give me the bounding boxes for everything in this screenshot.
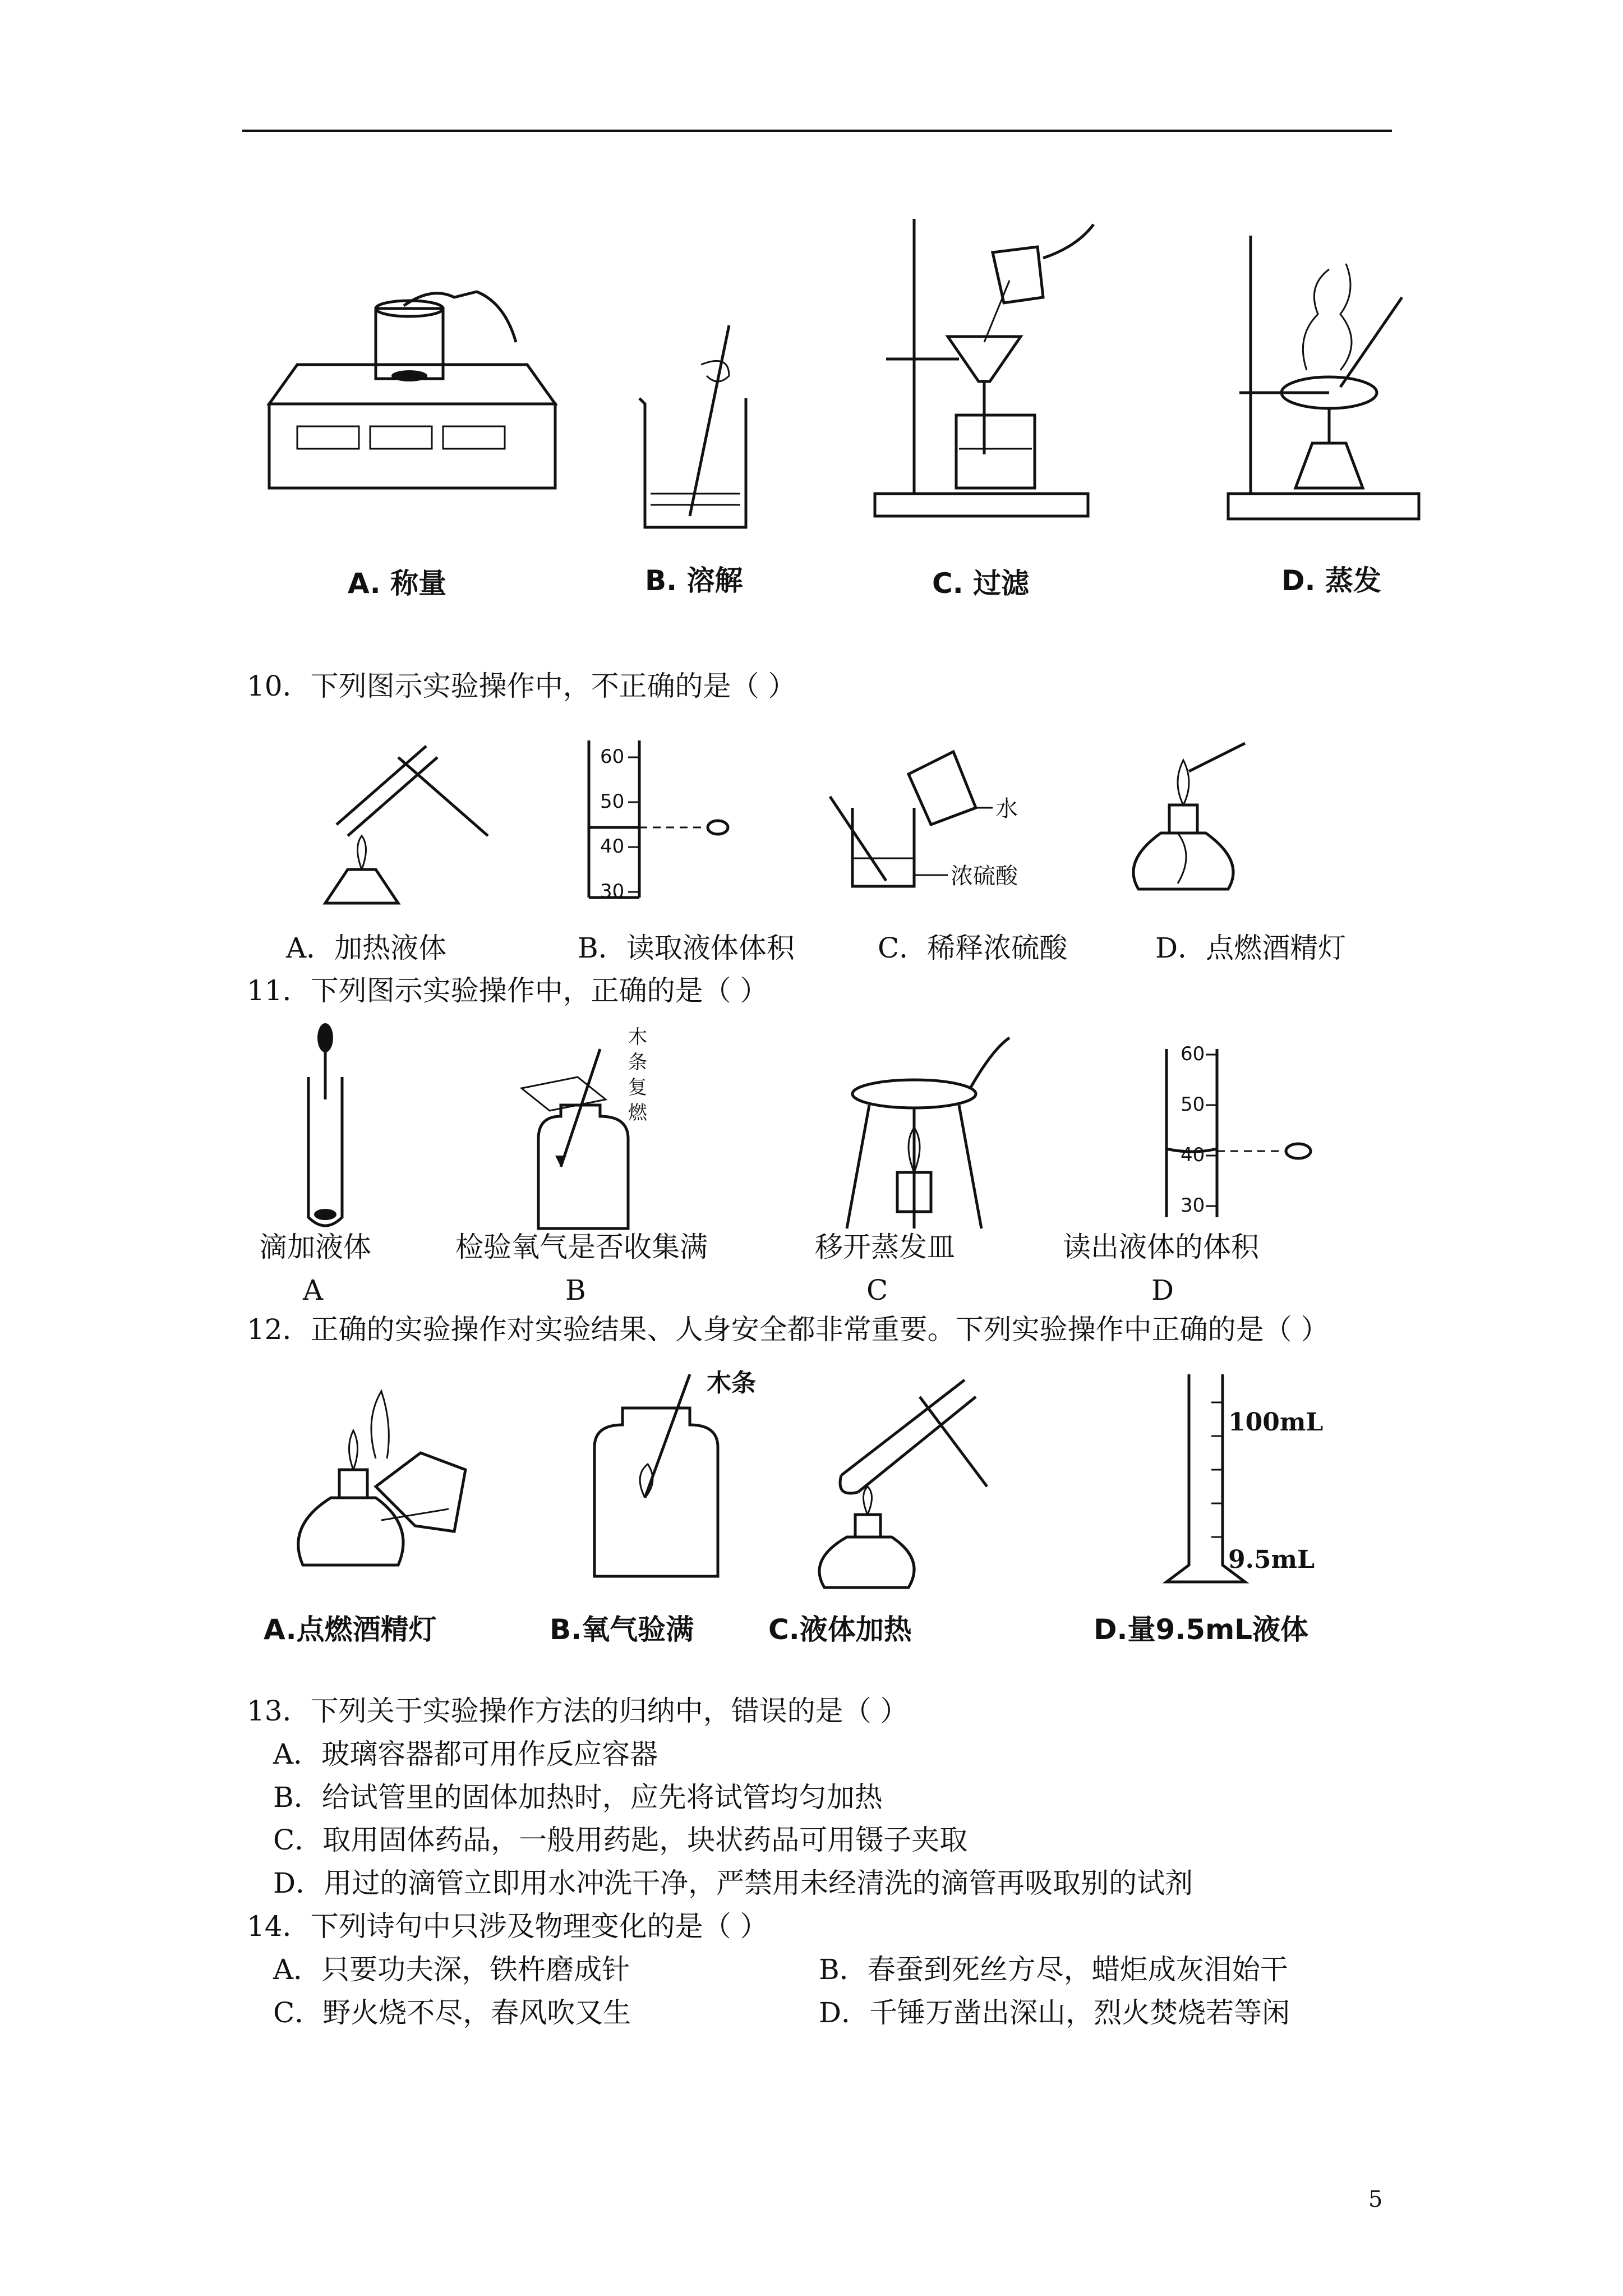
- q14-option-c: C．野火烧不尽，春风吹又生: [273, 1996, 631, 2029]
- q12-figure-d: [1155, 1369, 1340, 1593]
- q11-letter-c: C: [866, 1274, 888, 1306]
- q11-figure-b: [516, 1027, 662, 1234]
- q10-stem: 10．下列图示实验操作中，不正确的是（ ）: [247, 670, 796, 702]
- q12-caption-d: D.量9.5mL液体: [1094, 1613, 1309, 1646]
- q11-tick-30: 30: [1181, 1194, 1205, 1217]
- header-rule: [242, 130, 1392, 132]
- q11-stem: 11．下列图示实验操作中，正确的是（ ）: [247, 974, 768, 1007]
- q10-figure-a: [314, 735, 499, 920]
- q10-tick-50: 50: [600, 790, 625, 813]
- q12-label-100ml: 100mL: [1228, 1408, 1324, 1437]
- figure-filtering: [864, 213, 1099, 527]
- q12-label-wood: 木条: [707, 1369, 756, 1397]
- q10-option-d: D．点燃酒精灯: [1155, 932, 1347, 964]
- q10-option-c: C．稀释浓硫酸: [878, 932, 1068, 964]
- q11-letter-d: D: [1151, 1274, 1174, 1306]
- q11-wood-1: 木: [628, 1026, 647, 1048]
- q12-figure-c: [796, 1374, 998, 1593]
- q10-tick-40: 40: [600, 835, 625, 858]
- q12-stem: 12．正确的实验操作对实验结果、人身安全都非常重要。下列实验操作中正确的是（ ）: [247, 1313, 1329, 1346]
- figure-evaporating: [1217, 230, 1430, 533]
- q11-caption-d: 读出液体的体积: [1063, 1231, 1259, 1263]
- q11-figure-d: [1144, 1043, 1335, 1228]
- q10-figure-d: [1110, 732, 1256, 912]
- q10-figure-c: [819, 746, 1043, 903]
- q13-option-b: B．给试管里的固体加热时，应先将试管均匀加热: [273, 1781, 883, 1814]
- q14-stem: 14．下列诗句中只涉及物理变化的是（ ）: [247, 1910, 768, 1943]
- q11-letter-b: B: [565, 1274, 586, 1306]
- q14-option-a: A．只要功夫深，铁杵磨成针: [273, 1953, 630, 1986]
- q12-caption-c: C.液体加热: [768, 1613, 912, 1646]
- q10-label-acid: 浓硫酸: [951, 863, 1018, 889]
- q13-option-c: C．取用固体药品，一般用药匙，块状药品可用镊子夹取: [273, 1824, 968, 1856]
- q10-figure-b: [566, 735, 735, 909]
- q11-caption-c: 移开蒸发皿: [815, 1231, 955, 1263]
- q11-wood-3: 复: [628, 1076, 647, 1099]
- q12-figure-b: [583, 1369, 763, 1582]
- q11-caption-a: 滴加液体: [259, 1231, 371, 1263]
- q12-caption-b: B.氧气验满: [550, 1613, 694, 1646]
- q12-label-9-5ml: 9.5mL: [1228, 1545, 1315, 1574]
- q11-tick-40: 40: [1181, 1144, 1205, 1166]
- q14-option-b: B．春蚕到死丝方尽，蜡炬成灰泪始干: [819, 1953, 1288, 1986]
- figure-dissolving: [634, 314, 768, 539]
- q14-option-d: D．千锤万凿出深山，烈火焚烧若等闲: [819, 1996, 1290, 2029]
- q10-tick-60: 60: [600, 746, 625, 768]
- q11-tick-50: 50: [1181, 1093, 1205, 1116]
- row0-caption-c: C. 过滤: [932, 567, 1030, 600]
- q13-stem: 13．下列关于实验操作方法的归纳中，错误的是（ ）: [247, 1695, 909, 1727]
- figure-weighing: [264, 292, 555, 539]
- page-number: 5: [1368, 2187, 1383, 2212]
- q10-option-b: B．读取液体体积: [578, 932, 795, 964]
- q10-option-a: A．加热液体: [286, 932, 447, 964]
- q11-figure-a: [297, 1021, 365, 1234]
- q12-figure-a: [286, 1386, 488, 1588]
- q10-label-water: 水: [995, 796, 1018, 822]
- q10-tick-30: 30: [600, 880, 625, 903]
- row0-caption-d: D. 蒸发: [1281, 564, 1381, 597]
- row0-caption-a: A. 称量: [348, 567, 447, 600]
- q11-tick-60: 60: [1181, 1043, 1205, 1065]
- q13-option-d: D．用过的滴管立即用水冲洗干净，严禁用未经清洗的滴管再吸取别的试剂: [273, 1867, 1193, 1899]
- q11-caption-b: 检验氧气是否收集满: [455, 1231, 708, 1263]
- q13-option-a: A．玻璃容器都可用作反应容器: [273, 1738, 658, 1770]
- row0-caption-b: B. 溶解: [645, 564, 743, 597]
- q12-caption-a: A.点燃酒精灯: [264, 1613, 437, 1646]
- q11-wood-4: 燃: [628, 1102, 647, 1124]
- q11-letter-a: A: [303, 1274, 324, 1306]
- q11-figure-c: [841, 1027, 1021, 1234]
- q11-wood-2: 条: [628, 1051, 647, 1074]
